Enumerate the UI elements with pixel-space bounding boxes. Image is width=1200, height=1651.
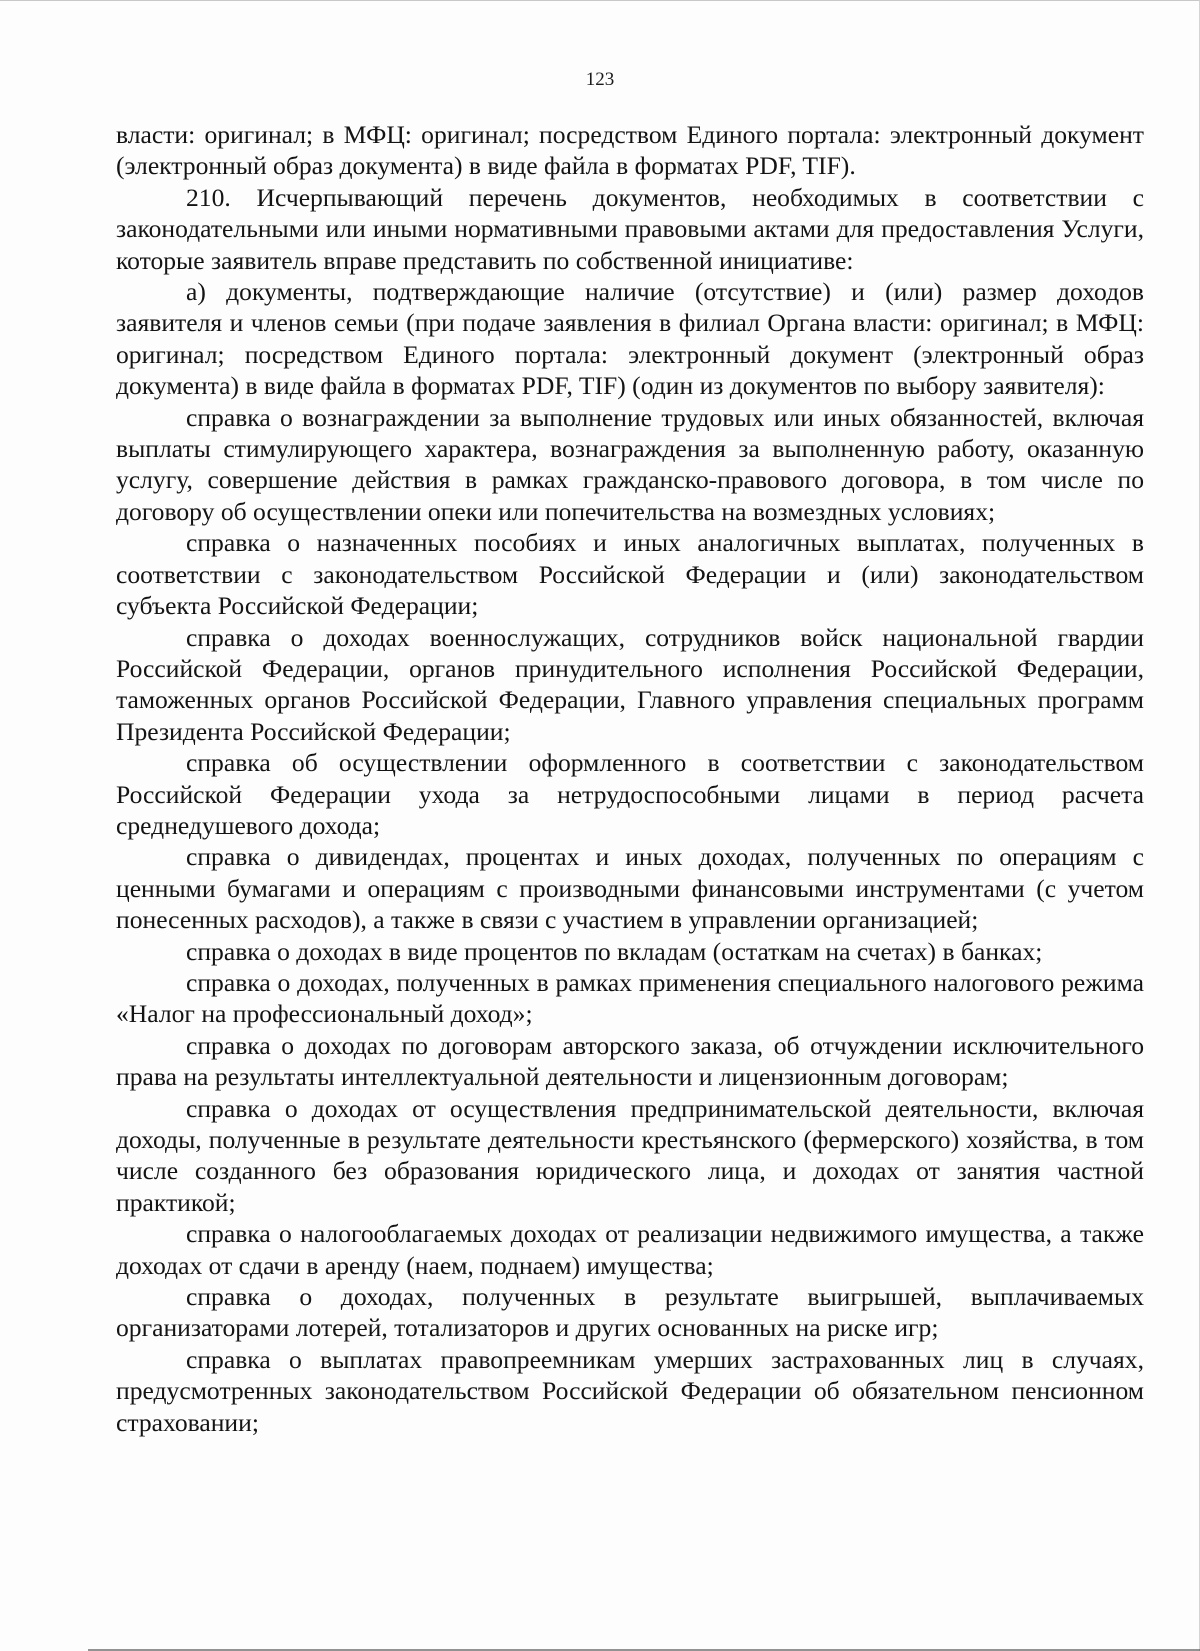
paragraph-certificate-successor-payments: справка о выплатах правопреемникам умерших застрахованных лиц в случаях, предусмотренных законодательством Российской Федерации об обязательном пенсионном страховании; [116,1344,1144,1437]
page-number: 123 [585,69,615,90]
paragraph-certificate-remuneration: справка о вознаграждении за выполнение трудовых или иных обязанностей, включая выплаты стимулирующего характера, вознаграждения за выполненную работу, оказанную услугу, совершение действия в рамках гражданско-правового договора, в том числе по договору об осуществлении опеки или попечительства на возмездных условиях; [116,402,1144,526]
paragraph-certificate-business-income: справка о доходах от осуществления предпринимательской деятельности, включая доходы, полученные в результате деятельности крестьянского (фермерского) хозяйства, в том числе созданного без образования юридического лица, и доходах от занятия частной практикой; [116,1093,1144,1217]
document-body [116,119,1144,1438]
paragraph-continuation: власти: оригинал; в МФЦ: оригинал; посредством Единого портала: электронный документ (электронный образ документа) в виде файла в форматах PDF, TIF). [116,120,1144,181]
paragraph-certificate-professional-income-tax: справка о доходах, полученных в рамках применения специального налогового режима «Налог на профессиональный доход»; [116,967,1144,1029]
paragraph-certificate-deposit-interest: справка о доходах в виде процентов по вкладам (остаткам на счетах) в банках; [186,936,1043,966]
paragraph-certificate-author-contracts: справка о доходах по договорам авторского заказа, об отчуждении исключительного права на результаты интеллектуальной деятельности и лицензионным договорам; [116,1030,1144,1092]
paragraph-subitem-a: а) документы, подтверждающие наличие (отсутствие) и (или) размер доходов заявителя и членов семьи (при подаче заявления в филиал Органа власти: оригинал; в МФЦ: оригинал; посредством Единого портала: электронный документ (электронный образ документа) в виде файла в форматах PDF, TIF) (один из документов по выбору заявителя): [116,277,1144,401]
paragraph-certificate-benefits: справка о назначенных пособиях и иных аналогичных выплатах, полученных в соответствии с законодательством Российской Федерации и (или) законодательством субъекта Российской Федерации; [116,528,1144,621]
paragraph-certificate-dividends: справка о дивидендах, процентах и иных доходах, полученных по операциям с ценными бумагами и операциям с производными финансовыми инструментами (с учетом понесенных расходов), а также в связи с участием в управлении организацией; [116,842,1144,935]
paragraph-certificate-property-income: справка о налогооблагаемых доходах от реализации недвижимого имущества, а также доходах от сдачи в аренду (наем, поднаем) имущества; [116,1219,1144,1280]
paragraph-item-210: 210. Исчерпывающий перечень документов, необходимых в соответствии с законодательными или иными нормативными правовыми актами для предоставления Услуги, которые заявитель вправе представить по собственной инициативе: [116,182,1144,275]
paragraph-certificate-care: справка об осуществлении оформленного в соответствии с законодательством Российской Федерации ухода за нетрудоспособными лицами в период расчета среднедушевого дохода; [116,748,1144,840]
paragraph-certificate-military-income: справка о доходах военнослужащих, сотрудников войск национальной гвардии Российской Федерации, органов принудительного исполнения Российской Федерации, таможенных органов Российской Федерации, Главного управления специальных программ Президента Российской Федерации; [116,622,1144,746]
paragraph-certificate-winnings: справка о доходах, полученных в результате выигрышей, выплачиваемых организаторами лотерей, тотализаторов и других основанных на риске игр; [116,1282,1144,1343]
